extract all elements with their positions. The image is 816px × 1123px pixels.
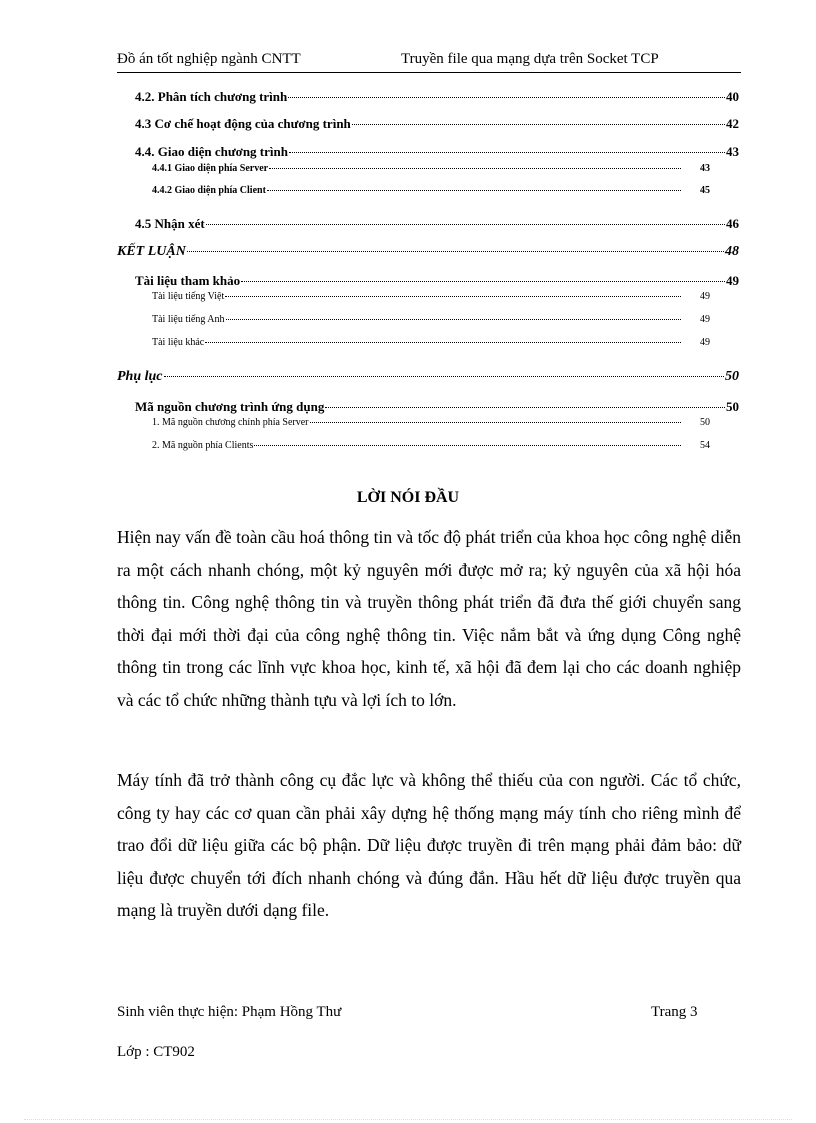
toc-entry-label: Tài liệu tham khảo bbox=[135, 273, 241, 288]
toc-leader bbox=[164, 376, 724, 377]
header-rule bbox=[117, 72, 741, 73]
page-header bbox=[117, 49, 741, 69]
toc-entry-page: 43 bbox=[726, 144, 739, 159]
toc-entry[interactable] bbox=[152, 440, 710, 451]
toc-leader bbox=[187, 251, 724, 252]
toc-entry-page: 49 bbox=[700, 291, 710, 302]
toc-entry-label: 2. Mã nguồn phía Clients bbox=[152, 440, 254, 451]
toc-entry[interactable] bbox=[152, 163, 710, 174]
toc-entry-label: Phụ lục bbox=[117, 369, 163, 384]
toc-entry[interactable] bbox=[152, 314, 710, 325]
footer-author: Sinh viên thực hiện: Phạm Hồng Thư bbox=[117, 1004, 342, 1020]
toc-entry[interactable] bbox=[135, 89, 739, 105]
toc-entry-page: 50 bbox=[726, 399, 739, 414]
toc-entry-page: 45 bbox=[700, 185, 710, 196]
toc-entry-label: 4.5 Nhận xét bbox=[135, 216, 205, 231]
toc-entry-label: Tài liệu tiếng Anh bbox=[152, 314, 225, 325]
toc-entry-label: Mã nguồn chương trình ứng dụng bbox=[135, 399, 325, 414]
toc-entry[interactable] bbox=[152, 185, 710, 196]
toc-entry[interactable] bbox=[117, 369, 739, 385]
toc-entry[interactable] bbox=[135, 273, 739, 289]
toc-leader bbox=[269, 168, 681, 169]
toc-entry-label: Tài liệu tiếng Việt bbox=[152, 291, 225, 302]
toc-entry-label: 1. Mã nguồn chương chính phía Server bbox=[152, 417, 309, 428]
toc-leader bbox=[241, 281, 725, 282]
toc-entry-label: 4.4.2 Giao diện phía Client bbox=[152, 185, 266, 196]
toc-entry-page: 43 bbox=[700, 163, 710, 174]
toc-entry-page: 49 bbox=[700, 337, 710, 348]
toc-entry-label: Tài liệu khác bbox=[152, 337, 205, 348]
header-left: Đồ án tốt nghiệp ngành CNTT bbox=[117, 51, 301, 67]
toc-leader bbox=[310, 422, 681, 423]
footer-class: Lớp : CT902 bbox=[117, 1044, 195, 1060]
toc-entry[interactable] bbox=[117, 244, 739, 260]
toc-leader bbox=[289, 152, 725, 153]
toc-entry[interactable] bbox=[135, 399, 739, 415]
toc-entry[interactable] bbox=[152, 337, 710, 348]
section-title: LỜI NÓI ĐẦU bbox=[356, 489, 460, 506]
toc-entry-label: 4.3 Cơ chế hoạt động của chương trình bbox=[135, 116, 351, 131]
toc-leader bbox=[226, 319, 682, 320]
toc-entry[interactable] bbox=[135, 144, 739, 160]
footer-page-number: Trang 3 bbox=[651, 1004, 698, 1020]
toc-entry-page: 54 bbox=[700, 440, 710, 451]
toc-entry-label: KẾT LUẬN bbox=[117, 244, 186, 259]
toc-entry-label: 4.4. Giao diện chương trình bbox=[135, 144, 288, 159]
paragraph: Máy tính đã trở thành công cụ đắc lực và không thể thiếu của con người. Các tổ chức, công ty hay các cơ quan cần phải xây dựng hệ thống mạng máy tính cho riêng mình để trao đổi dữ liệu giữa các bộ phận. Dữ liệu được truyền đi trên mạng phải đảm bảo: dữ liệu được chuyển tới đích nhanh chóng và đúng đắn. Hầu hết dữ liệu được truyền qua mạng là truyền dưới dạng file. bbox=[117, 770, 741, 920]
toc-entry-page: 46 bbox=[726, 216, 739, 231]
paragraph: Hiện nay vấn đề toàn cầu hoá thông tin và tốc độ phát triển của khoa học công nghệ diễn ra một cách nhanh chóng, một kỷ nguyên mới được mở ra; kỷ nguyên của xã hội hóa thông tin. Công nghệ thông tin và truyền thông phát triển đã đưa thế giới chuyển sang thời đại mới thời đại của công nghệ thông tin. Việc nắm bắt và ứng dụng Công nghệ thông tin trong các lĩnh vực khoa học, kinh tế, xã hội đã đem lại cho các doanh nghiệp và các tổ chức những thành tựu và lợi ích to lớn. bbox=[117, 527, 741, 710]
toc-entry-label: 4.2. Phân tích chương trình bbox=[135, 89, 288, 104]
header-right: Truyền file qua mạng dựa trên Socket TCP bbox=[401, 51, 659, 67]
toc-entry[interactable] bbox=[135, 116, 739, 132]
toc-leader bbox=[206, 224, 725, 225]
toc-entry[interactable] bbox=[152, 291, 710, 302]
toc-entry-page: 40 bbox=[726, 89, 739, 104]
toc-entry[interactable] bbox=[152, 417, 710, 428]
toc-leader bbox=[254, 445, 681, 446]
toc-leader bbox=[267, 190, 681, 191]
toc-entry-label: 4.4.1 Giao diện phía Server bbox=[152, 163, 269, 174]
toc-leader bbox=[205, 342, 681, 343]
toc-entry-page: 42 bbox=[726, 116, 739, 131]
toc-entry-page: 49 bbox=[726, 273, 739, 288]
toc-leader bbox=[352, 124, 725, 125]
toc-leader bbox=[325, 407, 725, 408]
toc-leader bbox=[288, 97, 725, 98]
toc-entry-page: 48 bbox=[725, 244, 739, 259]
toc-entry-page: 49 bbox=[700, 314, 710, 325]
toc-leader bbox=[225, 296, 681, 297]
toc-entry[interactable] bbox=[135, 216, 739, 232]
toc-entry-page: 50 bbox=[725, 369, 739, 384]
toc-entry-page: 50 bbox=[700, 417, 710, 428]
page-bottom-border bbox=[24, 1119, 792, 1120]
